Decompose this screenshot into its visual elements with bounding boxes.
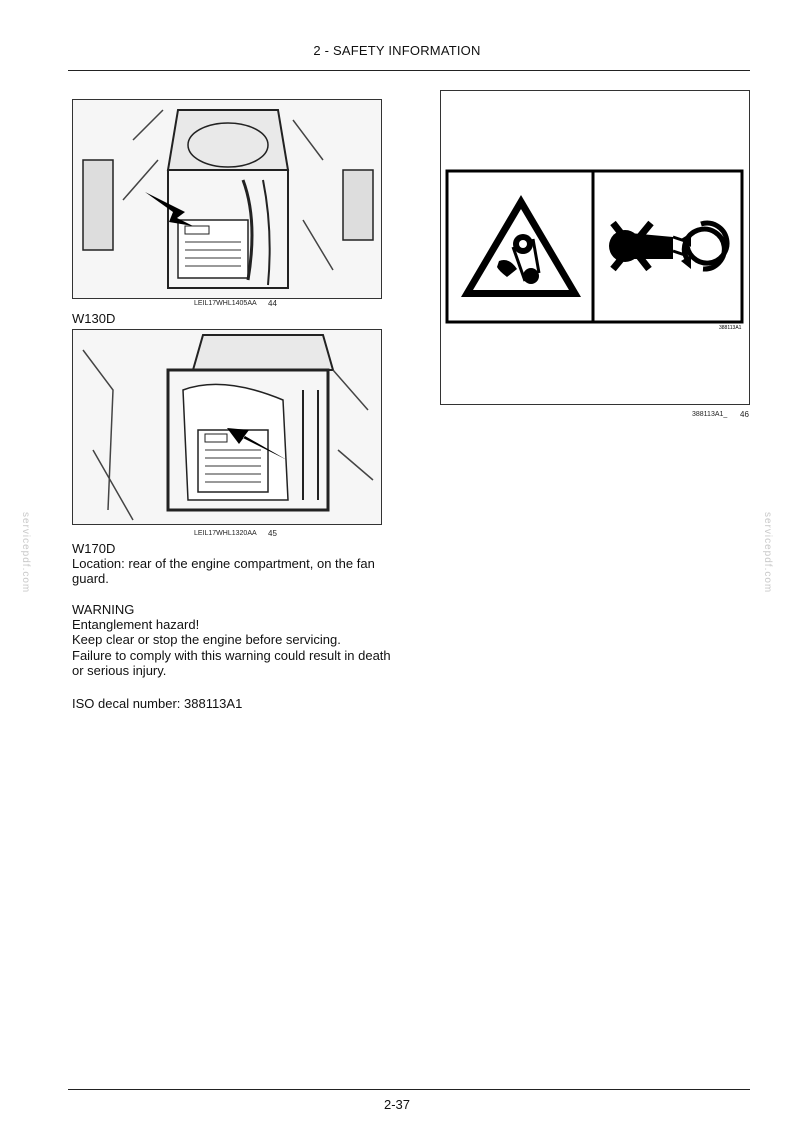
figure-44-ref: LEIL17WHL1405AA: [194, 300, 257, 307]
footer-rule: [68, 1089, 750, 1090]
figure-46-ref: 388113A1_: [692, 411, 728, 418]
watermark-left: servicepdf.com: [20, 512, 31, 594]
header-rule: [68, 70, 750, 71]
figure-45-number: 45: [268, 529, 277, 538]
location-text: Location: rear of the engine compartment, on the fan guard.: [72, 556, 375, 586]
figure-44-photo: [72, 99, 382, 299]
decal-code-text: 388113A1: [719, 325, 742, 331]
model-label-w130d: W130D: [72, 311, 116, 326]
engine-bay-illustration-w130d: [73, 100, 381, 298]
figure-46-number: 46: [740, 410, 749, 419]
iso-decal-number: ISO decal number: 388113A1: [72, 696, 243, 711]
engine-bay-illustration-w170d: [73, 330, 381, 524]
figure-46-decal-frame: [440, 90, 750, 405]
warning-line: Entanglement hazard!: [72, 617, 200, 632]
warning-heading: WARNING: [72, 602, 135, 617]
figure-45-photo: [72, 329, 382, 525]
figure-45-ref: LEIL17WHL1320AA: [194, 530, 257, 537]
entanglement-decal: [441, 91, 749, 404]
figure-44-number: 44: [268, 299, 277, 308]
watermark-right: servicepdf.com: [762, 512, 773, 594]
page-header-title: 2 - SAFETY INFORMATION: [313, 43, 481, 58]
warning-line: Keep clear or stop the engine before servicing.: [72, 632, 341, 647]
model-label-w170d: W170D: [72, 541, 116, 556]
page-number: 2-37: [383, 1097, 411, 1112]
warning-line: Failure to comply with this warning could result in death or serious injury.: [72, 648, 391, 678]
